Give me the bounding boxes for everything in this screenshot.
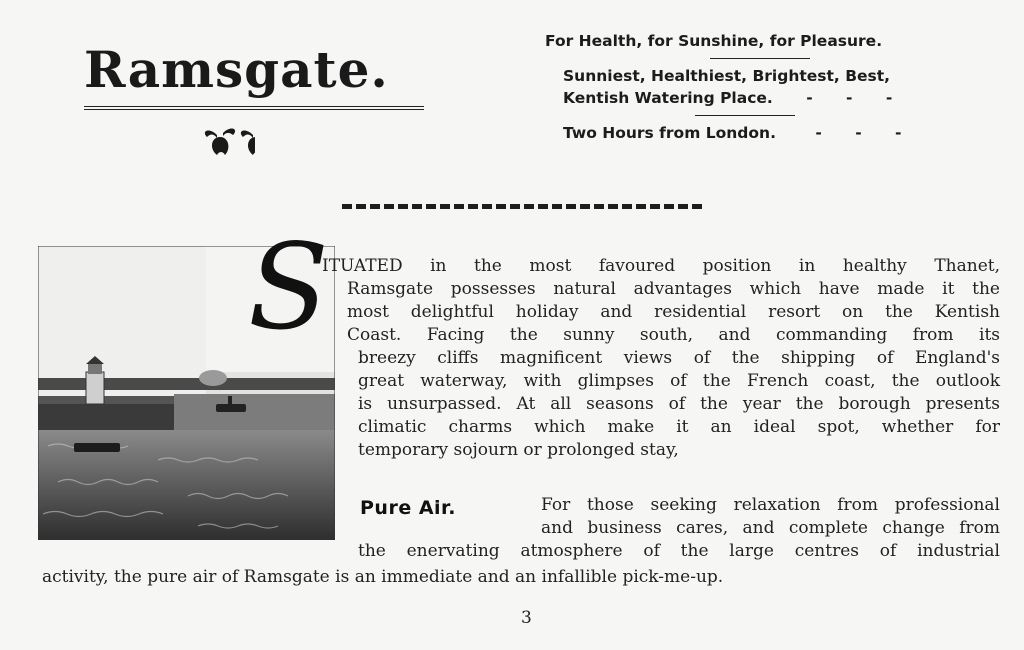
tagline-divider bbox=[710, 58, 810, 59]
pure-air-line: the enervating atmosphere of the large centres of industrial bbox=[358, 541, 1000, 561]
article-line: is unsurpassed. At all seasons of the year the borough presents bbox=[358, 394, 1000, 414]
tagline-health: For Health, for Sunshine, for Pleasure. bbox=[545, 32, 883, 50]
article-line: Ramsgate possesses natural advantages which have made it the bbox=[347, 279, 1000, 299]
tagline-kentish-dashes: - - - bbox=[806, 89, 907, 107]
article-line: ITUATED in the most favoured position in healthy Thanet, bbox=[322, 256, 1000, 276]
floral-ornament-icon bbox=[135, 85, 255, 169]
page-title: Ramsgate. bbox=[84, 40, 389, 99]
page-number: 3 bbox=[521, 608, 532, 628]
article-line: Coast. Facing the sunny south, and commanding from its bbox=[347, 325, 1000, 345]
drop-cap: S bbox=[248, 218, 329, 356]
tagline-kentish bbox=[545, 87, 965, 109]
tagline-sunniest: Sunniest, Healthiest, Brightest, Best, bbox=[563, 67, 891, 85]
taglines bbox=[545, 30, 965, 144]
tagline-kentish-text: Kentish Watering Place. bbox=[563, 89, 773, 107]
dashed-divider bbox=[342, 204, 702, 209]
section-heading-pure-air: Pure Air. bbox=[360, 497, 456, 519]
article-line: climatic charms which make it an ideal spot, whether for bbox=[358, 417, 1000, 437]
article-line: most delightful holiday and residential resort on the Kentish bbox=[347, 302, 1000, 322]
tagline-london bbox=[545, 122, 965, 144]
tagline-divider bbox=[695, 115, 795, 116]
tagline-london-dashes: - - - bbox=[815, 124, 916, 142]
pure-air-line: activity, the pure air of Ramsgate is an immediate and an infallible pick-me-up. bbox=[42, 567, 724, 587]
pure-air-line: For those seeking relaxation from professional bbox=[541, 495, 1000, 515]
tagline-london-text: Two Hours from London. bbox=[563, 124, 776, 142]
article-line: temporary sojourn or prolonged stay, bbox=[358, 440, 679, 460]
article-line: great waterway, with glimpses of the French coast, the outlook bbox=[358, 371, 1000, 391]
article-line: breezy cliffs magnificent views of the shipping of England's bbox=[358, 348, 1000, 368]
pure-air-line: and business cares, and complete change from bbox=[541, 518, 1000, 538]
